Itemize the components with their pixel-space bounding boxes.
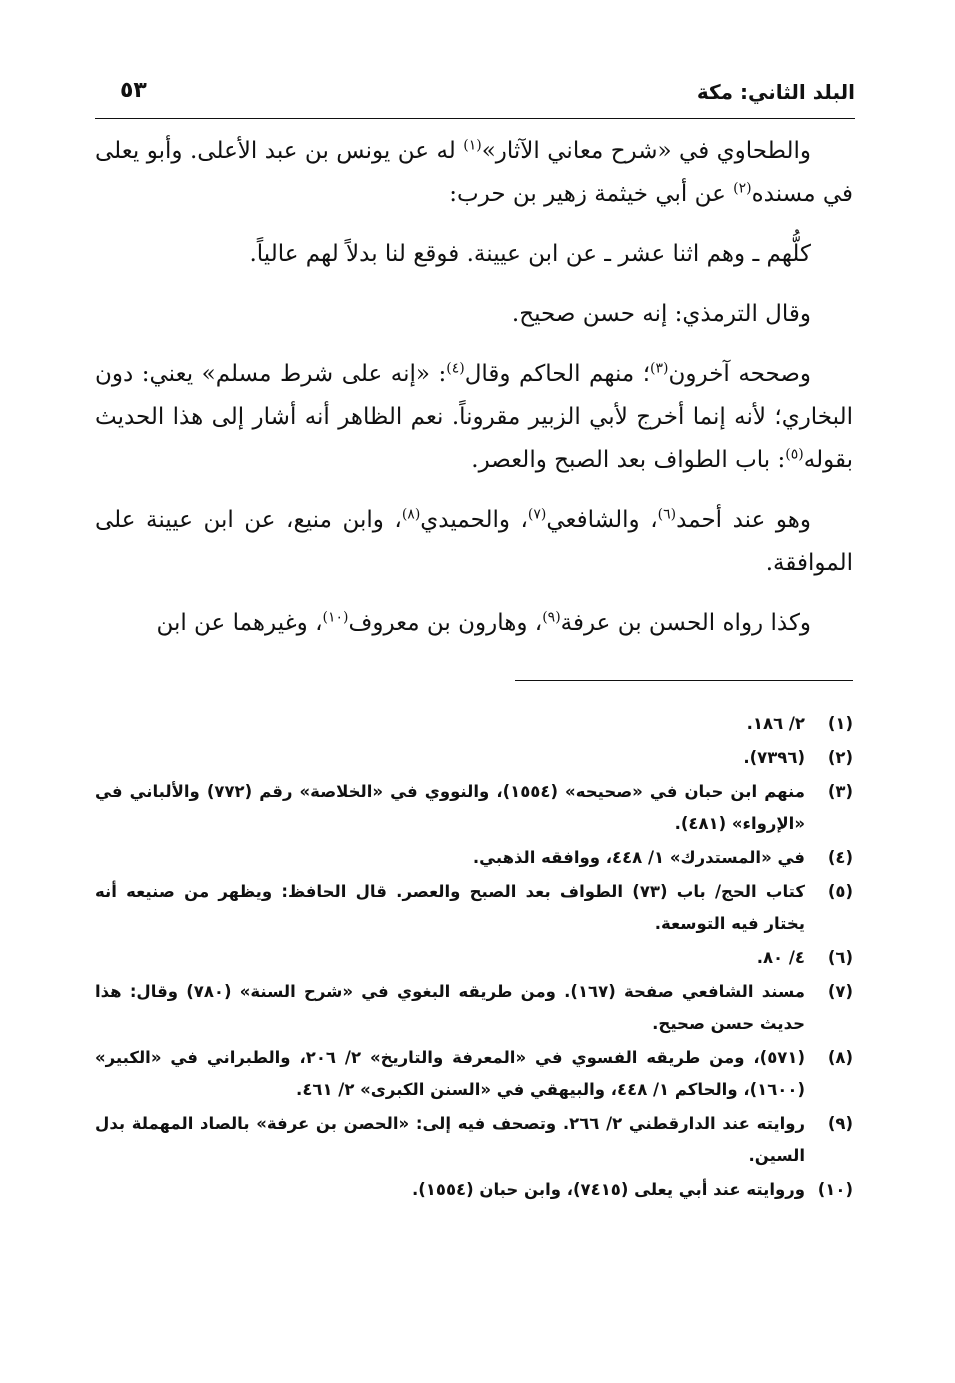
footnote-4 — [95, 842, 853, 874]
main-text — [95, 130, 853, 662]
footnote-ref-2[interactable]: (٢) — [733, 180, 752, 197]
footnote-ref-7[interactable]: (٧) — [527, 506, 547, 523]
footnote-number: (١) — [827, 714, 853, 733]
footnote-text: ٢/ ١٨٦. — [746, 714, 805, 733]
footnote-number: (٣) — [827, 782, 853, 801]
footnote-10 — [95, 1174, 853, 1206]
text-run: ، وابن منيع، عن ابن عيينة على الموافقة. — [95, 507, 853, 576]
footnote-ref-8[interactable]: (٨) — [401, 506, 421, 523]
footnote-text: (٧٣٩٦). — [743, 748, 805, 767]
text-run: له عن يونس بن عبد الأعلى. وأبو يعلى في مسنده — [95, 138, 853, 207]
footnote-divider — [515, 680, 853, 681]
text-run: : باب الطواف بعد الصبح والعصر. — [471, 447, 786, 473]
footnote-number: (١٠) — [817, 1180, 853, 1199]
footnote-text: منهم ابن حبان في «صحيحه» (١٥٥٤)، والنووي في «الخلاصة» رقم (٧٧٢) والألباني في «الإرواء» (٤٨١). — [95, 782, 805, 833]
paragraph-5 — [95, 499, 853, 585]
text-run: عن أبي خيثمة زهير بن حرب: — [449, 181, 734, 207]
paragraph-1 — [95, 130, 853, 216]
footnote-number: (٦) — [827, 948, 853, 967]
page-header — [95, 72, 855, 116]
quote-paragraph: كلُّهم ـ وهم اثنا عشر ـ عن ابن عيينة. فوقع لنا بدلاً لهم عالياً. — [249, 241, 811, 267]
footnote-number: (٥) — [827, 882, 853, 901]
footnote-ref-5[interactable]: (٥) — [785, 446, 804, 463]
footnote-ref-9[interactable]: (٩) — [542, 609, 561, 626]
footnote-text: مسند الشافعي صفحة (١٦٧). ومن طريقه البغوي في «شرح السنة» (٧٨٠) وقال: هذا حديث حسن صحيح. — [95, 982, 805, 1033]
footnote-text: ٤/ ٨٠. — [756, 948, 805, 967]
footnote-9 — [95, 1108, 853, 1172]
text-run: وصححه آخرون — [668, 361, 811, 387]
text-run: ؛ منهم الحاكم وقال — [464, 361, 651, 387]
footnote-number: (٤) — [827, 848, 853, 867]
paragraph-3: وقال الترمذي: إنه حسن صحيح. — [511, 301, 811, 327]
paragraph-6 — [95, 602, 853, 645]
footnote-text: روايته عند الدارقطني ٢/ ٢٦٦. وتصحف فيه إلى: «الحصن بن عرفة» بالصاد المهملة بدل السين. — [95, 1114, 805, 1165]
footnote-ref-1[interactable]: (١) — [463, 137, 482, 154]
text-run: ، وغيرهما عن ابن — [156, 610, 323, 636]
footnotes — [95, 708, 853, 1208]
paragraph-4 — [95, 353, 853, 482]
footnote-number: (٧) — [827, 982, 853, 1001]
text-run: وكذا رواه الحسن بن عرفة — [560, 610, 811, 636]
footnote-7 — [95, 976, 853, 1040]
footnote-1 — [95, 708, 853, 740]
footnote-text: في «المستدرك» ١/ ٤٤٨، ووافقه الذهبي. — [472, 848, 805, 867]
footnote-number: (٢) — [827, 748, 853, 767]
footnote-3 — [95, 776, 853, 840]
footnote-ref-6[interactable]: (٦) — [657, 506, 677, 523]
text-run: : «إنه على شرط مسلم» يعني: دون البخاري؛ لأنه إنما أخرج لأبي الزبير مقروناً. نعم الظاهر أنه أشار إلى هذا الحديث بقوله — [95, 361, 853, 473]
footnote-ref-4[interactable]: (٤) — [446, 360, 465, 377]
header-divider — [95, 118, 855, 119]
running-title: البلد الثاني: مكة — [696, 80, 855, 104]
footnote-5 — [95, 876, 853, 940]
text-run: والطحاوي في «شرح معاني الآثار» — [481, 138, 812, 164]
footnote-ref-3[interactable]: (٣) — [650, 360, 669, 377]
footnote-ref-10[interactable]: (١٠) — [322, 609, 349, 626]
page-number: ٥٣ — [120, 78, 147, 103]
footnote-text: كتاب الحج/ باب (٧٣) الطواف بعد الصبح والعصر. قال الحافظ: ويظهر من صنيعه أنه يختار فيه التوسعة. — [95, 882, 806, 933]
footnote-number: (٨) — [827, 1048, 853, 1067]
footnote-number: (٩) — [827, 1114, 853, 1133]
footnote-6 — [95, 942, 853, 974]
footnote-2 — [95, 742, 853, 774]
text-run: ، وهارون بن معروف — [348, 610, 543, 636]
footnote-text: (٥٧١)، ومن طريقه الفسوي في «المعرفة والتاريخ» ٢/ ٢٠٦، والطبراني في «الكبير» (١٦٠٠)، والحاكم ١/ ٤٤٨، والبيهقي في «السنن الكبرى» ٢/ ٤٦١. — [95, 1048, 805, 1099]
text-run: وهو عند أحمد — [676, 507, 811, 533]
text-run: ، والشافعي — [546, 507, 658, 533]
text-run: ، والحميدي — [420, 507, 528, 533]
footnote-8 — [95, 1042, 853, 1106]
footnote-text: وروايته عند أبي يعلى (٧٤١٥)، وابن حبان (١٥٥٤). — [411, 1180, 805, 1199]
